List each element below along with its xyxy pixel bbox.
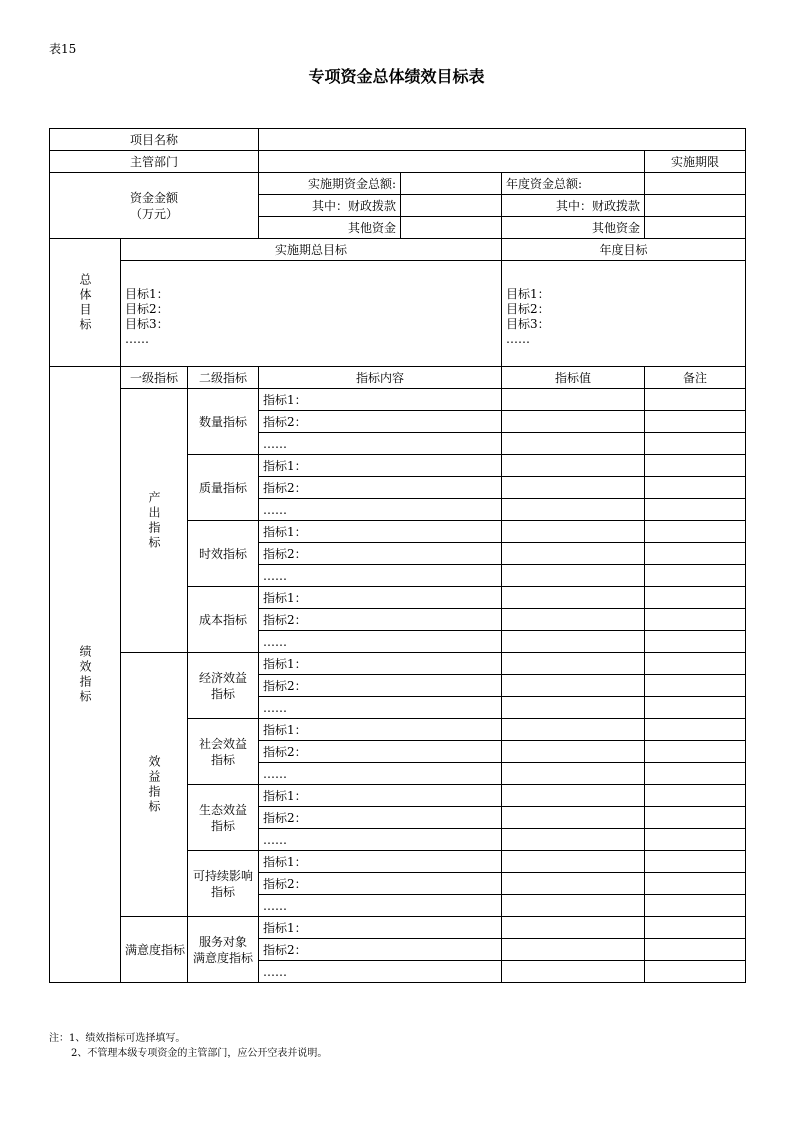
- impl-total-label: 实施期资金总额:: [259, 173, 401, 195]
- indicator-item[interactable]: 指标2：: [259, 807, 502, 829]
- table-row: [50, 917, 746, 939]
- value-cell[interactable]: [502, 851, 645, 873]
- value-cell[interactable]: [502, 785, 645, 807]
- impl-goal-header: 实施期总目标: [121, 239, 502, 261]
- note-cell[interactable]: [645, 653, 746, 675]
- note-cell[interactable]: [645, 895, 746, 917]
- note-cell[interactable]: [645, 543, 746, 565]
- other-label: 其他资金: [259, 217, 401, 239]
- footnote-1: 注：1、绩效指标可选择填写。: [49, 1033, 186, 1044]
- indicator-item[interactable]: ……: [259, 961, 502, 983]
- col-note: 备注: [645, 367, 746, 389]
- annual-total-label: 年度资金总额:: [502, 173, 645, 195]
- annual-fiscal-cell[interactable]: [645, 195, 746, 217]
- note-cell[interactable]: [645, 609, 746, 631]
- indicator-item[interactable]: 指标2：: [259, 609, 502, 631]
- indicator-item[interactable]: 指标1：: [259, 917, 502, 939]
- footnotes: [49, 1031, 327, 1061]
- service-satisfaction-label: 服务对象 满意度指标: [188, 917, 259, 983]
- note-cell[interactable]: [645, 917, 746, 939]
- note-cell[interactable]: [645, 411, 746, 433]
- note-cell[interactable]: [645, 499, 746, 521]
- value-cell[interactable]: [502, 565, 645, 587]
- indicator-item[interactable]: 指标2：: [259, 543, 502, 565]
- value-cell[interactable]: [502, 521, 645, 543]
- col-level2: 二级指标: [188, 367, 259, 389]
- value-cell[interactable]: [502, 917, 645, 939]
- indicator-item[interactable]: 指标1：: [259, 521, 502, 543]
- note-cell[interactable]: [645, 961, 746, 983]
- table-row: [50, 389, 746, 411]
- fiscal-label: 其中：财政拨款: [259, 195, 401, 217]
- indicator-item[interactable]: 指标1：: [259, 851, 502, 873]
- value-cell[interactable]: [502, 895, 645, 917]
- indicator-item[interactable]: ……: [259, 829, 502, 851]
- note-cell[interactable]: [645, 675, 746, 697]
- perf-label: 绩效指标: [50, 367, 121, 983]
- output-indicator-label: 产出指标: [121, 389, 188, 653]
- quantity-indicator-label: 数量指标: [188, 389, 259, 455]
- funds-label: 资金金额 （万元）: [50, 173, 259, 239]
- note-cell[interactable]: [645, 477, 746, 499]
- page-title: 专项资金总体绩效目标表: [308, 67, 485, 86]
- note-cell[interactable]: [645, 433, 746, 455]
- indicator-item[interactable]: 指标2：: [259, 411, 502, 433]
- indicator-item[interactable]: ……: [259, 631, 502, 653]
- note-cell[interactable]: [645, 873, 746, 895]
- value-cell[interactable]: [502, 631, 645, 653]
- indicator-item[interactable]: 指标2：: [259, 477, 502, 499]
- value-cell[interactable]: [502, 477, 645, 499]
- value-cell[interactable]: [502, 697, 645, 719]
- satisfaction-indicator-label: 满意度指标: [121, 917, 188, 983]
- timeliness-indicator-label: 时效指标: [188, 521, 259, 587]
- annual-other-cell[interactable]: [645, 217, 746, 239]
- annual-total-cell[interactable]: [645, 173, 746, 195]
- indicator-item[interactable]: ……: [259, 433, 502, 455]
- indicator-item[interactable]: 指标1：: [259, 455, 502, 477]
- value-cell[interactable]: [502, 389, 645, 411]
- indicator-item[interactable]: 指标1：: [259, 587, 502, 609]
- table-row: [50, 653, 746, 675]
- sustainability-indicator-label: 可持续影响 指标: [188, 851, 259, 917]
- value-cell[interactable]: [502, 719, 645, 741]
- row-perf-head: [50, 367, 746, 389]
- annual-fiscal-label: 其中：财政拨款: [502, 195, 645, 217]
- ecology-indicator-label: 生态效益 指标: [188, 785, 259, 851]
- row-dept: [50, 151, 746, 173]
- value-cell[interactable]: [502, 455, 645, 477]
- note-cell[interactable]: [645, 807, 746, 829]
- value-cell[interactable]: [502, 433, 645, 455]
- annual-goal-header: 年度目标: [502, 239, 746, 261]
- indicator-item[interactable]: 指标1：: [259, 785, 502, 807]
- annual-other-label: 其他资金: [502, 217, 645, 239]
- other-cell[interactable]: [401, 217, 502, 239]
- note-cell[interactable]: [645, 829, 746, 851]
- note-cell[interactable]: [645, 565, 746, 587]
- note-cell[interactable]: [645, 389, 746, 411]
- value-cell[interactable]: [502, 499, 645, 521]
- value-cell[interactable]: [502, 829, 645, 851]
- value-cell[interactable]: [502, 873, 645, 895]
- note-cell[interactable]: [645, 587, 746, 609]
- value-cell[interactable]: [502, 741, 645, 763]
- row-funds-1: [50, 173, 746, 195]
- indicator-item[interactable]: 指标2：: [259, 939, 502, 961]
- quality-indicator-label: 质量指标: [188, 455, 259, 521]
- project-name-label: 项目名称: [50, 129, 259, 151]
- indicator-item[interactable]: 指标1：: [259, 719, 502, 741]
- value-cell[interactable]: [502, 763, 645, 785]
- indicator-item[interactable]: 指标2：: [259, 675, 502, 697]
- footnote-2: 2、不管理本级专项资金的主管部门，应公开空表并说明。: [71, 1048, 328, 1059]
- row-project-name: [50, 129, 746, 151]
- row-goal-head: [50, 239, 746, 261]
- indicator-item[interactable]: ……: [259, 499, 502, 521]
- value-cell[interactable]: [502, 653, 645, 675]
- project-name-cell[interactable]: [259, 129, 746, 151]
- dept-cell[interactable]: [259, 151, 645, 173]
- value-cell[interactable]: [502, 961, 645, 983]
- note-cell[interactable]: [645, 455, 746, 477]
- value-cell[interactable]: [502, 543, 645, 565]
- value-cell[interactable]: [502, 587, 645, 609]
- value-cell[interactable]: [502, 939, 645, 961]
- row-goal-body: [50, 261, 746, 367]
- impl-goal-cell[interactable]: 目标1： 目标2： 目标3： ……: [121, 261, 502, 367]
- note-cell[interactable]: [645, 785, 746, 807]
- dept-label: 主管部门: [50, 151, 259, 173]
- note-cell[interactable]: [645, 631, 746, 653]
- note-cell[interactable]: [645, 741, 746, 763]
- impl-total-cell[interactable]: [401, 173, 502, 195]
- annual-goal-cell[interactable]: 目标1： 目标2： 目标3： ……: [502, 261, 746, 367]
- note-cell[interactable]: [645, 719, 746, 741]
- indicator-item[interactable]: ……: [259, 895, 502, 917]
- indicator-item[interactable]: ……: [259, 697, 502, 719]
- overall-goal-label: 总体目标: [50, 239, 121, 367]
- indicator-item[interactable]: 指标2：: [259, 741, 502, 763]
- period-label: 实施期限: [645, 151, 746, 173]
- col-content: 指标内容: [259, 367, 502, 389]
- value-cell[interactable]: [502, 609, 645, 631]
- indicator-item[interactable]: 指标1：: [259, 653, 502, 675]
- note-cell[interactable]: [645, 939, 746, 961]
- col-level1: 一级指标: [121, 367, 188, 389]
- effect-indicator-label: 效益指标: [121, 653, 188, 917]
- note-cell[interactable]: [645, 763, 746, 785]
- col-value: 指标值: [502, 367, 645, 389]
- performance-target-table: [49, 128, 746, 983]
- economic-indicator-label: 经济效益 指标: [188, 653, 259, 719]
- indicator-item[interactable]: ……: [259, 763, 502, 785]
- cost-indicator-label: 成本指标: [188, 587, 259, 653]
- table-number: 表15: [49, 42, 77, 56]
- social-indicator-label: 社会效益 指标: [188, 719, 259, 785]
- note-cell[interactable]: [645, 697, 746, 719]
- value-cell[interactable]: [502, 675, 645, 697]
- value-cell[interactable]: [502, 807, 645, 829]
- indicator-item[interactable]: 指标1：: [259, 389, 502, 411]
- note-cell[interactable]: [645, 851, 746, 873]
- note-cell[interactable]: [645, 521, 746, 543]
- value-cell[interactable]: [502, 411, 645, 433]
- fiscal-cell[interactable]: [401, 195, 502, 217]
- indicator-item[interactable]: 指标2：: [259, 873, 502, 895]
- indicator-item[interactable]: ……: [259, 565, 502, 587]
